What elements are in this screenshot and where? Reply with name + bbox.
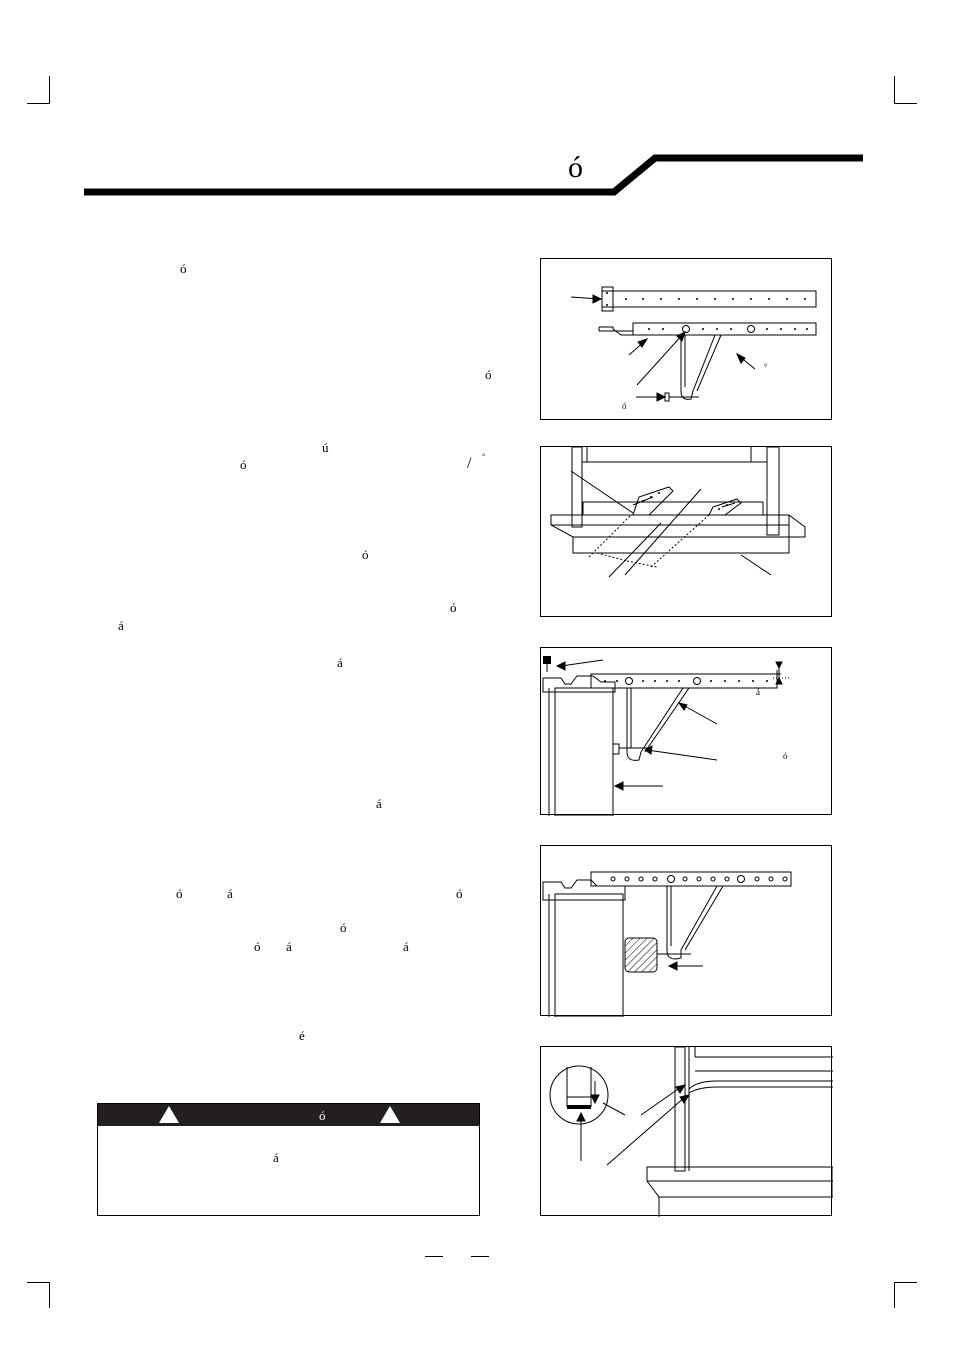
figure-window-brackets	[540, 446, 832, 617]
figure-bracket-parts	[540, 258, 832, 420]
body-glyph: ú	[322, 440, 329, 455]
figure-bracket-block	[540, 845, 832, 1016]
crop-mark-bottom-left-v	[49, 1282, 50, 1308]
body-glyph: á	[337, 655, 343, 670]
warning-triangle-icon	[159, 1106, 179, 1123]
body-glyph: ó	[254, 939, 261, 954]
bracket-block-drawing	[541, 846, 833, 1017]
body-glyph: ó	[450, 600, 457, 615]
body-glyph: á	[403, 939, 409, 954]
window-seal-drawing	[541, 1047, 833, 1217]
warning-body-glyph: á	[273, 1150, 279, 1165]
fig1-glyph: °	[764, 362, 768, 372]
fig1-glyph: ó	[622, 401, 627, 411]
body-glyph: á	[227, 886, 233, 901]
crop-mark-bottom-right-h	[894, 1282, 917, 1283]
body-glyph: ó	[362, 547, 369, 562]
body-glyph: á	[286, 939, 292, 954]
warning-triangle-icon	[380, 1106, 400, 1123]
warning-box	[97, 1103, 480, 1216]
body-glyph: á	[376, 796, 382, 811]
body-glyph: ó	[176, 886, 183, 901]
body-glyph: ó	[340, 920, 347, 935]
crop-mark-bottom-left-h	[27, 1282, 50, 1283]
fig3-glyph: á	[756, 687, 760, 697]
crop-mark-top-left-v	[49, 76, 50, 104]
warning-header-bar	[98, 1104, 479, 1126]
body-glyph: ó	[240, 457, 247, 472]
crop-mark-top-left-h	[27, 103, 50, 104]
body-glyph: ó	[180, 261, 187, 276]
header-accent-glyph: ó	[568, 151, 583, 184]
crop-mark-top-right-h	[894, 103, 917, 104]
warning-title-glyph: ó	[319, 1108, 326, 1123]
bracket-side-drawing	[541, 648, 833, 816]
fig3-glyph: ó	[783, 751, 788, 761]
body-glyph: é	[299, 1028, 305, 1043]
header-rule	[0, 150, 954, 200]
window-brackets-drawing	[541, 447, 833, 618]
crop-mark-bottom-right-v	[894, 1282, 895, 1308]
figure-bracket-side	[540, 647, 832, 815]
body-glyph: á	[118, 618, 124, 633]
page-number-dash-left	[425, 1256, 443, 1257]
figure-window-seal	[540, 1046, 832, 1216]
body-glyph: ó	[485, 367, 492, 382]
body-glyph: ó	[456, 886, 463, 901]
page-number-dash-right	[471, 1256, 489, 1257]
crop-mark-top-right-v	[894, 76, 895, 104]
bracket-parts-drawing	[541, 259, 833, 421]
body-glyph: /	[467, 455, 472, 472]
body-glyph: °	[482, 452, 486, 461]
